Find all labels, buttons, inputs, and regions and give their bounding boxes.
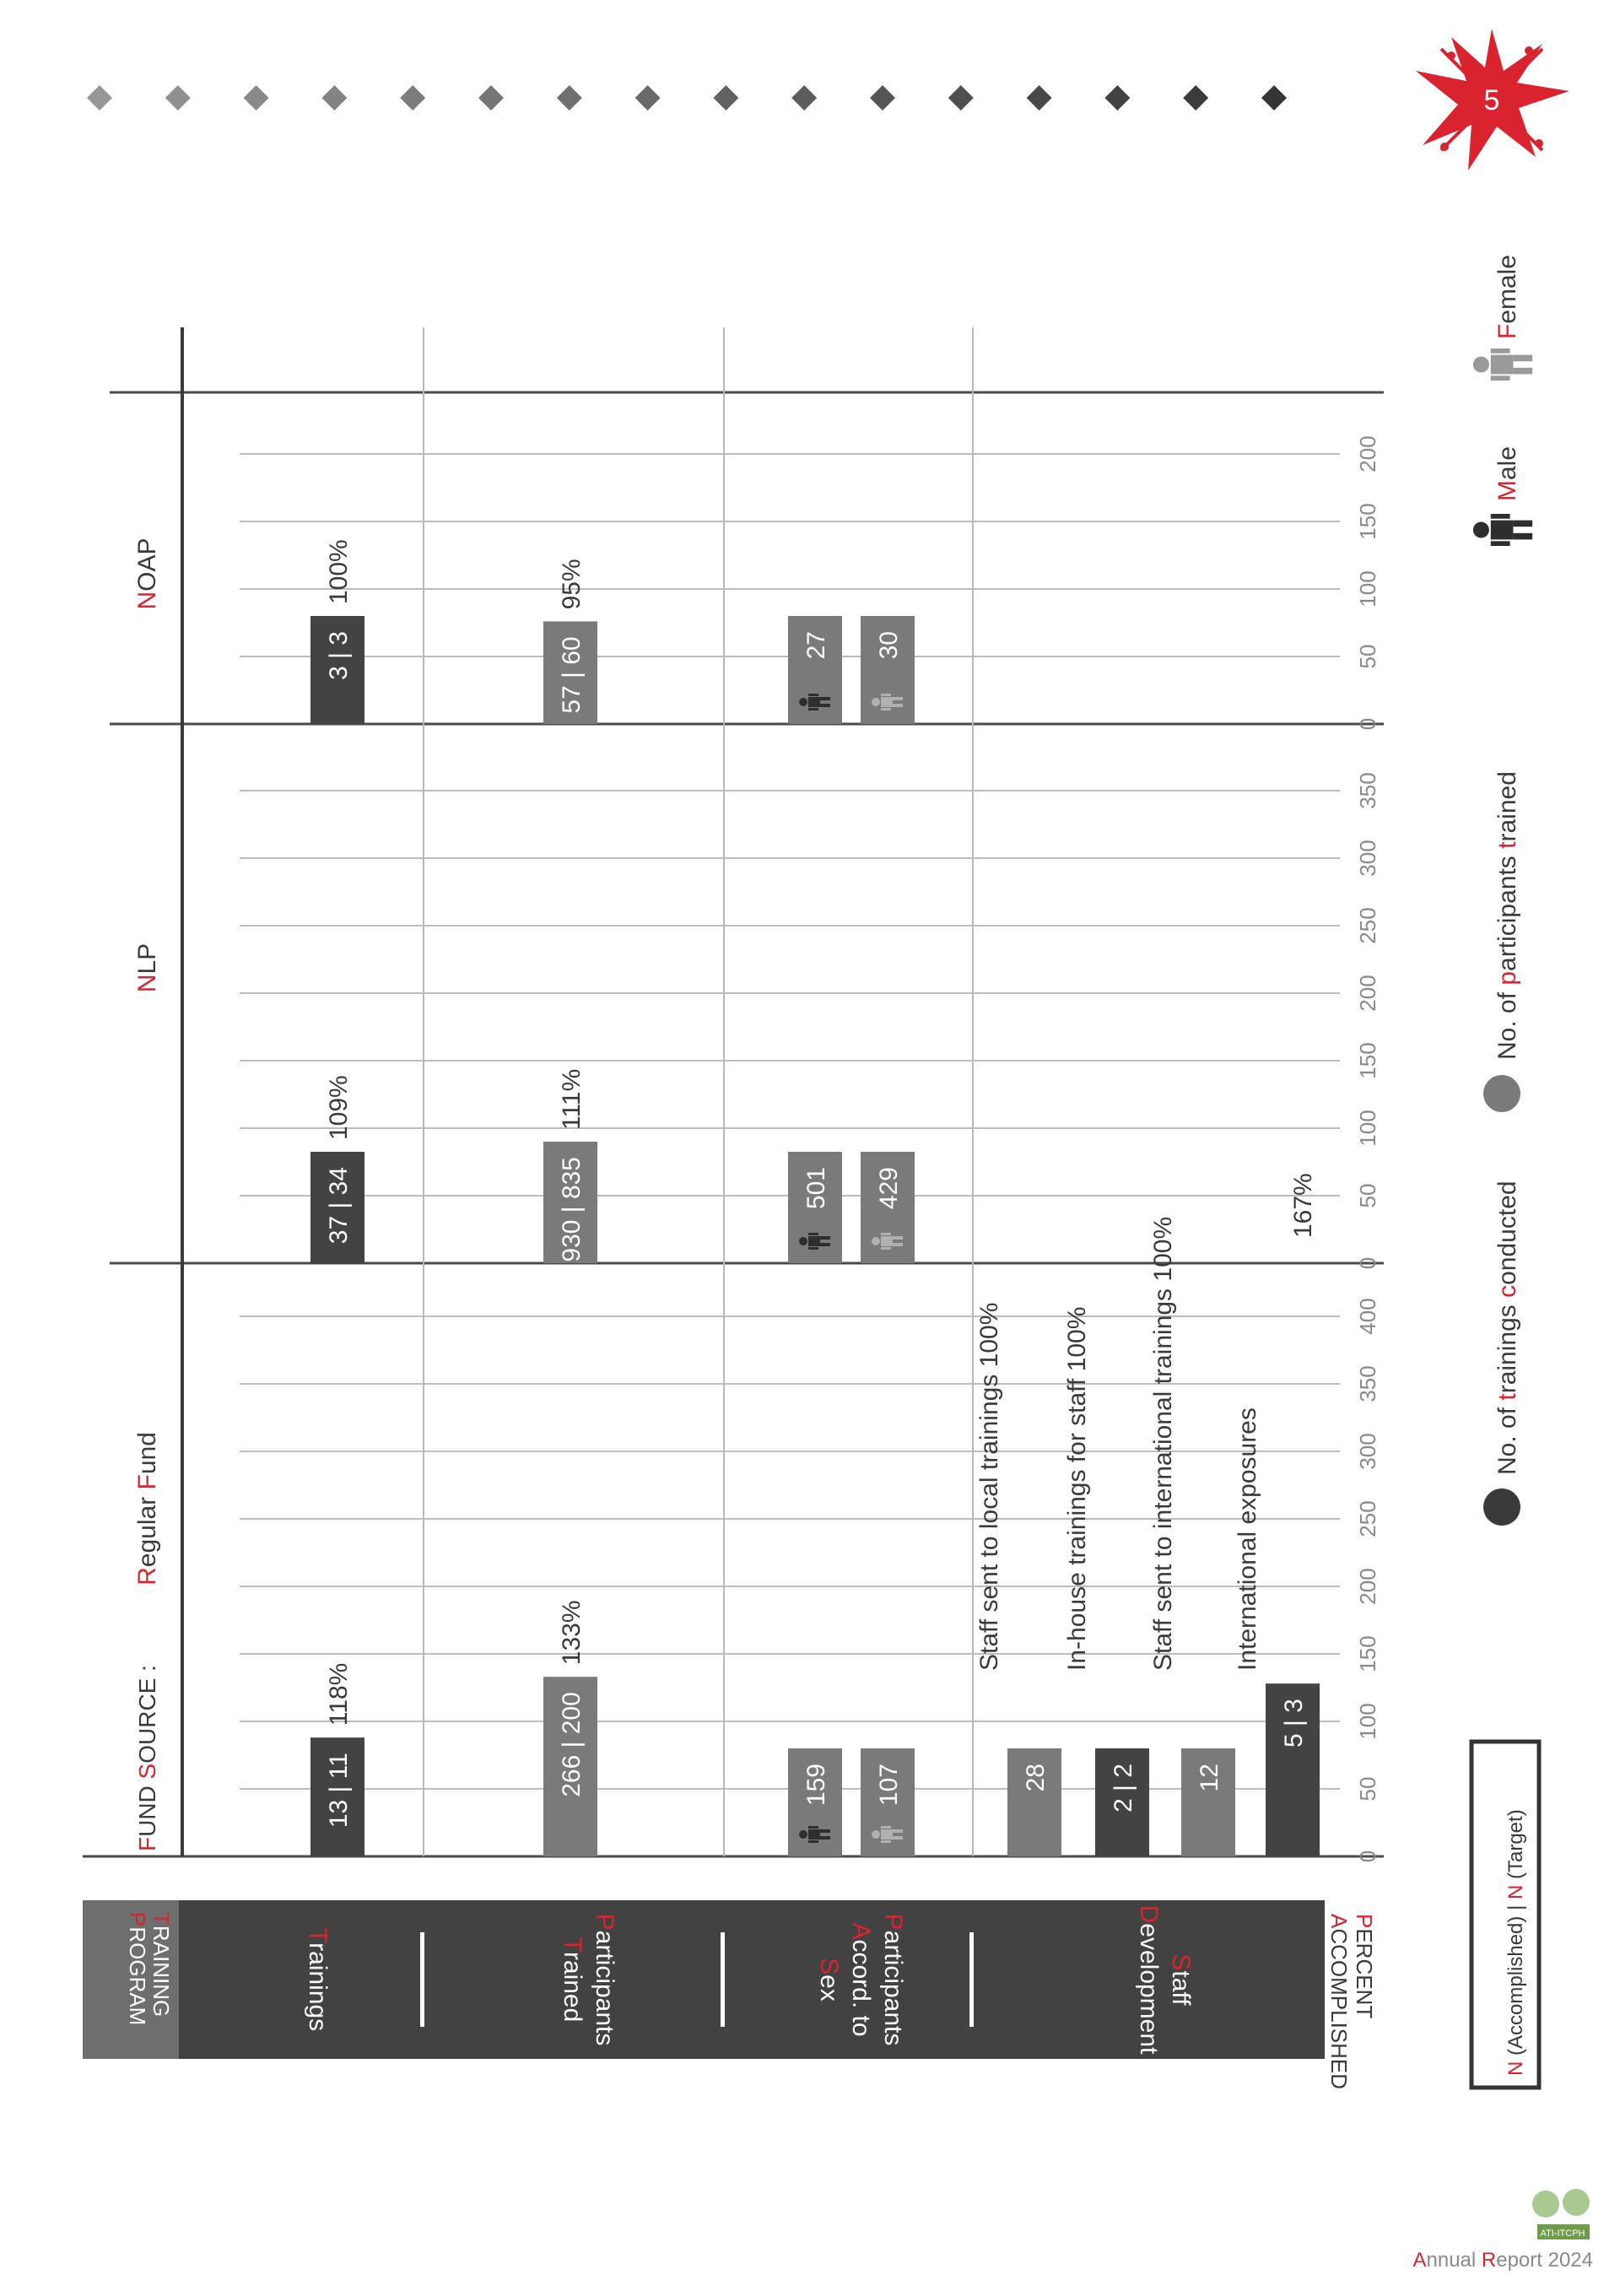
row-label xyxy=(815,1958,843,2002)
text-span: S xyxy=(815,1958,843,1975)
fund-source-label xyxy=(134,1665,160,1851)
icon-leg xyxy=(820,1836,830,1840)
icon-leg xyxy=(820,704,830,707)
icon-body xyxy=(808,1829,820,1840)
bar-value-label: 159 xyxy=(802,1764,830,1807)
row-label-panel xyxy=(83,1900,1325,2059)
text-span: P xyxy=(879,1913,907,1931)
percent-accomplished-label xyxy=(1352,1914,1377,2018)
row-label xyxy=(1135,1905,1163,2055)
icon-leg xyxy=(893,697,903,700)
text-span: F xyxy=(1493,323,1521,339)
diamond-icon xyxy=(1027,85,1052,111)
icon-head xyxy=(799,1237,807,1245)
axis-tick-label: 150 xyxy=(1355,1635,1380,1672)
text-span: p xyxy=(1493,970,1521,986)
text-span: t xyxy=(1493,841,1521,849)
bar-value-label: 27 xyxy=(802,631,830,660)
icon-arm xyxy=(881,1826,891,1829)
decorative-diamond-row xyxy=(87,85,1287,111)
axis-tick-label: 250 xyxy=(1355,907,1380,944)
icon-arm xyxy=(808,1247,818,1250)
diamond-icon xyxy=(635,85,661,111)
bar-percent-label: 109% xyxy=(325,1075,353,1140)
bar-value-label: 12 xyxy=(1196,1764,1223,1792)
bar-value-label: 57 | 60 xyxy=(558,636,586,714)
text-span: egular xyxy=(133,1489,161,1568)
text-span: t xyxy=(1493,1393,1521,1401)
text-span: taff xyxy=(1167,1970,1195,2006)
icon-arm xyxy=(881,708,891,710)
axis-tick-label: 350 xyxy=(1355,1365,1380,1402)
icon-arm xyxy=(881,1247,891,1250)
icon-arm xyxy=(808,1233,818,1235)
male-legend-icon xyxy=(1473,514,1532,546)
icon-leg xyxy=(1513,533,1532,540)
panel-divider xyxy=(420,1932,424,2027)
text-span: | xyxy=(1504,1899,1527,1916)
icon-head xyxy=(872,698,880,706)
axis-tick-label: 100 xyxy=(1355,570,1380,608)
text-span: ale xyxy=(1493,446,1521,480)
axis-tick-label: 50 xyxy=(1355,1183,1380,1208)
text-span: (Target) xyxy=(1504,1809,1527,1885)
page-number: 5 xyxy=(1483,84,1500,116)
report-title: Annual Report 2024 xyxy=(1412,2249,1593,2272)
diamond-icon xyxy=(1261,85,1287,111)
diamond-icon xyxy=(948,85,974,111)
icon-arm xyxy=(1491,348,1510,354)
bar-value-label: 930 | 835 xyxy=(558,1157,586,1262)
axis-tick-label: 200 xyxy=(1355,435,1380,473)
bar-percent-label: 133% xyxy=(558,1600,586,1666)
axis-tick-label: 200 xyxy=(1355,1568,1380,1605)
axis-tick-label: 150 xyxy=(1355,503,1380,540)
axis-tick-label: 200 xyxy=(1355,975,1380,1012)
text-span: OAP xyxy=(133,538,161,592)
text-span: articipants xyxy=(879,1930,907,2046)
text-span: rainings xyxy=(1493,1297,1521,1394)
icon-leg xyxy=(820,1243,830,1246)
icon-body xyxy=(808,1236,820,1246)
percent-accomplished-label xyxy=(1326,1914,1352,2089)
footer xyxy=(1412,2189,1593,2272)
text-span: T xyxy=(559,1937,586,1952)
text-span: N xyxy=(1504,1884,1527,1900)
icon-leg xyxy=(820,697,830,700)
icon-leg xyxy=(1513,368,1532,375)
male-legend-label xyxy=(1493,446,1521,501)
icon-arm xyxy=(1491,541,1510,546)
icon-body xyxy=(808,697,820,707)
icon-leg xyxy=(893,704,903,707)
page-number-badge xyxy=(1416,29,1569,170)
text-span: rainings xyxy=(304,1942,332,2032)
text-span: D xyxy=(1135,1904,1163,1924)
icon-arm xyxy=(1491,514,1510,519)
text-span: F xyxy=(134,1836,160,1851)
axis-tick-label: 300 xyxy=(1355,840,1380,877)
text-span: P xyxy=(1352,1914,1377,1929)
icon-leg xyxy=(893,1836,903,1840)
axis-tick-label: 400 xyxy=(1355,1298,1380,1335)
icon-head xyxy=(799,698,807,706)
fund-name xyxy=(133,1432,161,1586)
icon-head xyxy=(799,1830,807,1839)
female-legend-label xyxy=(1493,255,1521,339)
trainings-conducted-dot xyxy=(1483,1488,1520,1526)
bar-value-label: 429 xyxy=(875,1167,903,1210)
icon-leg xyxy=(820,1829,830,1833)
n-legend-text xyxy=(1504,1809,1527,2076)
text-span: P xyxy=(125,1912,150,1927)
participants-trained-dot xyxy=(1483,1075,1520,1112)
text-span: CCOMPLISHED xyxy=(1326,1928,1352,2090)
icon-head xyxy=(1473,522,1489,538)
text-span: ROGRAM xyxy=(125,1926,150,2026)
diamond-icon xyxy=(244,85,269,111)
axis-tick-label: 0 xyxy=(1355,1850,1380,1863)
bar-value-label: 266 | 200 xyxy=(558,1692,586,1797)
icon-body xyxy=(881,1236,893,1246)
row-label xyxy=(879,1914,907,2046)
text-span: T xyxy=(148,1912,174,1926)
bar-value-label: 3 | 3 xyxy=(325,631,353,680)
icon-arm xyxy=(881,1233,891,1235)
bar-value-label: 107 xyxy=(875,1764,903,1807)
text-span: evelopment xyxy=(1135,1923,1163,2055)
icon-arm xyxy=(808,708,818,710)
diamond-icon xyxy=(557,85,582,111)
icon-body xyxy=(1491,355,1514,375)
bar-percent-label: 95% xyxy=(558,559,586,610)
icon-leg xyxy=(893,1243,903,1246)
bar-percent-label: 100% xyxy=(325,539,353,604)
text-span: ccord. to xyxy=(847,1939,875,2037)
icon-head xyxy=(1473,357,1489,373)
participants-trained-legend xyxy=(1493,771,1521,1060)
icon-arm xyxy=(881,1840,891,1843)
text-span: LP xyxy=(133,943,161,975)
bar-value-label: 13 | 11 xyxy=(325,1753,353,1829)
staff-caption: In-house trainings for staff 100% xyxy=(1063,1306,1091,1671)
text-span: rained xyxy=(1493,771,1521,842)
text-span: articipants xyxy=(1493,848,1521,971)
text-span: c xyxy=(1493,1284,1521,1298)
text-span: N xyxy=(133,591,161,610)
diamond-icon xyxy=(165,85,191,111)
text-span: N xyxy=(1504,2061,1527,2076)
text-span: emale xyxy=(1493,254,1521,324)
axis-tick-label: 150 xyxy=(1355,1042,1380,1079)
icon-arm xyxy=(808,694,818,696)
diamond-icon xyxy=(1104,85,1130,111)
text-span: A xyxy=(1326,1914,1352,1929)
axis-tick-label: 50 xyxy=(1355,1776,1380,1802)
bar-value-label: 28 xyxy=(1022,1764,1050,1792)
text-span: M xyxy=(1493,480,1521,501)
diamond-icon xyxy=(87,85,112,111)
program-header-line xyxy=(125,1912,150,2025)
text-span: R xyxy=(133,1567,161,1586)
diamond-icon xyxy=(791,85,817,111)
text-span: (Accomplished) xyxy=(1504,1915,1527,2061)
bar-percent-label: 167% xyxy=(1289,1173,1317,1238)
text-span: T xyxy=(304,1927,332,1943)
icon-head xyxy=(872,1830,880,1839)
female-legend-icon xyxy=(1473,348,1532,381)
diamond-icon xyxy=(1183,85,1208,111)
icon-arm xyxy=(808,1840,818,1843)
fund-name xyxy=(133,943,161,992)
text-span: P xyxy=(591,1913,618,1931)
ati-itcph-logo xyxy=(1532,2189,1590,2239)
row-label xyxy=(304,1928,332,2031)
icon-arm xyxy=(881,694,891,696)
bar-percent-label: 111% xyxy=(558,1068,586,1130)
text-span: und xyxy=(133,1432,161,1475)
icon-leg xyxy=(1513,521,1532,527)
chart-marks xyxy=(310,539,1320,1856)
axis-tick-label: 0 xyxy=(1355,717,1380,731)
axis-tick-label: 100 xyxy=(1355,1703,1380,1740)
text-span: S xyxy=(134,1763,160,1780)
text-span: RAINING xyxy=(148,1925,174,2018)
text-span: UND xyxy=(134,1779,160,1837)
icon-head xyxy=(872,1237,880,1245)
fund-name xyxy=(133,538,161,609)
staff-caption: Staff sent to international trainings 100% xyxy=(1149,1216,1177,1671)
text-span: ERCENT xyxy=(1352,1928,1377,2019)
program-header-line xyxy=(148,1912,174,2017)
axis-tick-label: 0 xyxy=(1355,1256,1380,1270)
bar-value-label: 2 | 2 xyxy=(1110,1764,1137,1812)
icon-body xyxy=(881,697,893,707)
panel-divider xyxy=(969,1932,974,2027)
axis-tick-label: 100 xyxy=(1355,1110,1380,1147)
text-span: ex xyxy=(815,1975,843,2002)
trainings-conducted-legend xyxy=(1493,1180,1521,1475)
text-span: F xyxy=(133,1474,161,1490)
row-label xyxy=(559,1937,586,2023)
text-span: No. of xyxy=(1493,985,1521,1060)
bar-value-label: 5 | 3 xyxy=(1280,1699,1308,1748)
staff-caption: Staff sent to local trainings 100% xyxy=(975,1302,1003,1671)
text-span: No. of xyxy=(1493,1400,1521,1475)
icon-body xyxy=(1491,521,1514,540)
panel-divider xyxy=(721,1932,725,2027)
axis-tick-label: 250 xyxy=(1355,1500,1380,1537)
text-span: S xyxy=(1167,1953,1195,1971)
icon-leg xyxy=(893,1236,903,1240)
diamond-icon xyxy=(713,85,738,111)
diamond-icon xyxy=(321,85,347,111)
staff-caption: International exposures xyxy=(1234,1407,1261,1671)
bar-value-label: 501 xyxy=(802,1167,830,1210)
text-span: articipants xyxy=(591,1930,618,2046)
bar-value-label: 37 | 34 xyxy=(325,1167,353,1245)
chart-grid xyxy=(83,327,1384,1862)
text-span: rained xyxy=(559,1951,586,2023)
text-span: onducted xyxy=(1493,1180,1521,1285)
row-label xyxy=(847,1922,875,2036)
text-span: A xyxy=(847,1922,875,1940)
diamond-icon xyxy=(400,85,425,111)
icon-arm xyxy=(808,1826,818,1829)
axis-tick-label: 350 xyxy=(1355,772,1380,809)
diamond-icon xyxy=(478,85,504,111)
text-span: N xyxy=(133,974,161,993)
icon-body xyxy=(881,1829,893,1840)
row-label xyxy=(591,1914,618,2046)
axis-tick-label: 50 xyxy=(1355,644,1380,669)
row-label xyxy=(1167,1953,1195,2006)
icon-leg xyxy=(820,1236,830,1240)
logo-caption: ATI-ITCPH xyxy=(1540,2228,1585,2239)
diamond-icon xyxy=(870,85,895,111)
bar-percent-label: 118% xyxy=(325,1662,353,1726)
text-span: OURCE : xyxy=(134,1665,160,1764)
icon-leg xyxy=(893,1829,903,1833)
icon-leg xyxy=(1513,355,1532,362)
icon-arm xyxy=(1491,375,1510,381)
bar-value-label: 30 xyxy=(875,631,903,660)
axis-tick-label: 300 xyxy=(1355,1433,1380,1470)
